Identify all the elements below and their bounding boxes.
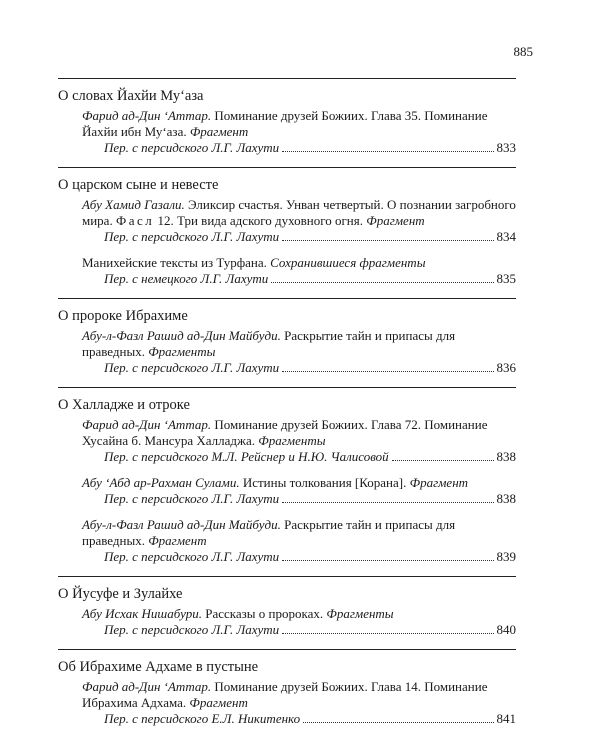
toc-entry <box>82 475 516 507</box>
translator: Пер. с персидского Е.Л. Никитенко <box>104 711 301 726</box>
toc-entry <box>82 417 516 465</box>
entry-fragment-label: Фрагмент <box>148 533 207 548</box>
leader-dots <box>303 722 493 723</box>
entry-fragment-label: Фрагмент <box>189 695 248 710</box>
entry-fragment-label: Фрагменты <box>326 606 394 621</box>
entry-text <box>82 679 516 711</box>
table-of-contents <box>58 78 516 738</box>
leader-dots <box>282 633 493 634</box>
toc-entry <box>82 606 516 638</box>
entry-title: Истины толкования [Корана]. <box>239 475 410 490</box>
section-title: О Йусуфе и Зулайхе <box>58 586 183 602</box>
entry-text <box>82 517 516 549</box>
translator-line <box>104 711 516 727</box>
section-title: Об Ибрахиме Адхаме в пустыне <box>58 659 259 675</box>
entry-title: Поминание друзей Божиих. Глава 14. Поминание Ибрахима Адхама. <box>82 679 488 710</box>
section-title: О словах Йахйи Му‘аза <box>58 88 204 104</box>
leader-dots <box>282 151 493 152</box>
translator: Пер. с персидского Л.Г. Лахути <box>104 549 280 564</box>
entry-author: Фарид ад-Дин ‘Аттар. <box>82 417 212 432</box>
section-title: О Халладже и отроке <box>58 397 190 413</box>
translator: Пер. с персидского М.Л. Рейснер и Н.Ю. Чалисовой <box>104 449 389 464</box>
entry-page-number: 833 <box>496 140 516 155</box>
translator: Пер. с персидского Л.Г. Лахути <box>104 229 280 244</box>
translator-line <box>104 449 516 465</box>
translator-line <box>104 549 516 565</box>
entry-title: Поминание друзей Божиих. Глава 72. Поминание Хусайна б. Мансура Халладжа. <box>82 417 488 448</box>
leader-dots <box>282 560 493 561</box>
toc-section <box>58 298 516 387</box>
toc-entry <box>82 108 516 156</box>
toc-section <box>58 576 516 649</box>
translator: Пер. с немецкого Л.Г. Лахути <box>104 271 269 286</box>
toc-section <box>58 78 516 167</box>
entry-page-number: 840 <box>496 622 516 637</box>
entry-text <box>82 606 516 622</box>
toc-section <box>58 649 516 738</box>
translator: Пер. с персидского Л.Г. Лахути <box>104 360 280 375</box>
toc-section <box>58 387 516 576</box>
entry-title: Раскрытие тайн и припасы для праведных. <box>82 517 456 548</box>
toc-section <box>58 167 516 298</box>
translator-line <box>104 360 516 376</box>
entry-page-number: 835 <box>496 271 516 286</box>
entry-fragment-label: Фрагменты <box>148 344 216 359</box>
entry-title: Раскрытие тайн и припасы для праведных. <box>82 328 456 359</box>
entry-text <box>82 197 516 229</box>
entry-fragment-label: Фрагменты <box>258 433 326 448</box>
translator-line <box>104 622 516 638</box>
entry-text <box>82 108 516 140</box>
translator: Пер. с персидского Л.Г. Лахути <box>104 491 280 506</box>
entry-fragment-label: Фрагмент <box>366 213 425 228</box>
entry-author: Абу-л-Фазл Рашид ад-Дин Майбуди. <box>82 517 281 532</box>
leader-dots <box>392 460 494 461</box>
translator-line <box>104 491 516 507</box>
entry-page-number: 838 <box>496 449 516 464</box>
toc-entry <box>82 517 516 565</box>
leader-dots <box>282 371 493 372</box>
entry-page-number: 836 <box>496 360 516 375</box>
entry-fragment-label: Фрагмент <box>189 124 249 139</box>
entry-title-continued: 12. Три вида адского духовного огня. <box>154 213 367 228</box>
entry-text <box>82 475 516 491</box>
entry-fragment-label: Фрагмент <box>409 475 469 490</box>
entry-author: Абу Хамид Газали. <box>82 197 185 212</box>
entry-fragment-label: Сохранившиеся фрагменты <box>270 255 426 270</box>
entry-text <box>82 417 516 449</box>
translator-line <box>104 271 516 287</box>
toc-entry <box>82 197 516 245</box>
entry-title: Поминание друзей Божиих. Глава 35. Поминание Йахйи ибн Му‘аза. <box>82 108 488 139</box>
translator: Пер. с персидского Л.Г. Лахути <box>104 140 280 155</box>
leader-dots <box>282 240 493 241</box>
entry-page-number: 834 <box>496 229 516 244</box>
entry-title: Рассказы о пророках. <box>201 606 327 621</box>
entry-author: Фарид ад-Дин ‘Аттар. <box>82 679 212 694</box>
entry-author: Фарид ад-Дин ‘Аттар. <box>82 108 212 123</box>
translator-line <box>104 229 516 245</box>
leader-dots <box>271 282 493 283</box>
leader-dots <box>282 502 493 503</box>
entry-title: Эликсир счастья. Унван четвертый. О познании загробного мира. <box>82 197 516 228</box>
entry-spaced-word: Фасл <box>115 213 155 228</box>
entry-text <box>82 328 516 360</box>
entry-page-number: 839 <box>496 549 516 564</box>
toc-entry <box>82 255 516 287</box>
entry-author: Абу Исхак Нишабури. <box>82 606 202 621</box>
section-title: О пророке Ибрахиме <box>58 308 188 324</box>
translator-line <box>104 140 516 156</box>
entry-author: Абу-л-Фазл Рашид ад-Дин Майбуди. <box>82 328 281 343</box>
translator: Пер. с персидского Л.Г. Лахути <box>104 622 280 637</box>
entry-author: Абу ‘Абд ар-Рахман Сулами. <box>82 475 240 490</box>
page-number: 885 <box>513 44 533 59</box>
entry-page-number: 841 <box>496 711 516 726</box>
toc-entry <box>82 679 516 727</box>
toc-entry <box>82 328 516 376</box>
entry-text <box>82 255 516 271</box>
entry-title: Манихейские тексты из Турфана. <box>82 255 271 270</box>
section-title: О царском сыне и невесте <box>58 177 219 193</box>
entry-page-number: 838 <box>496 491 516 506</box>
